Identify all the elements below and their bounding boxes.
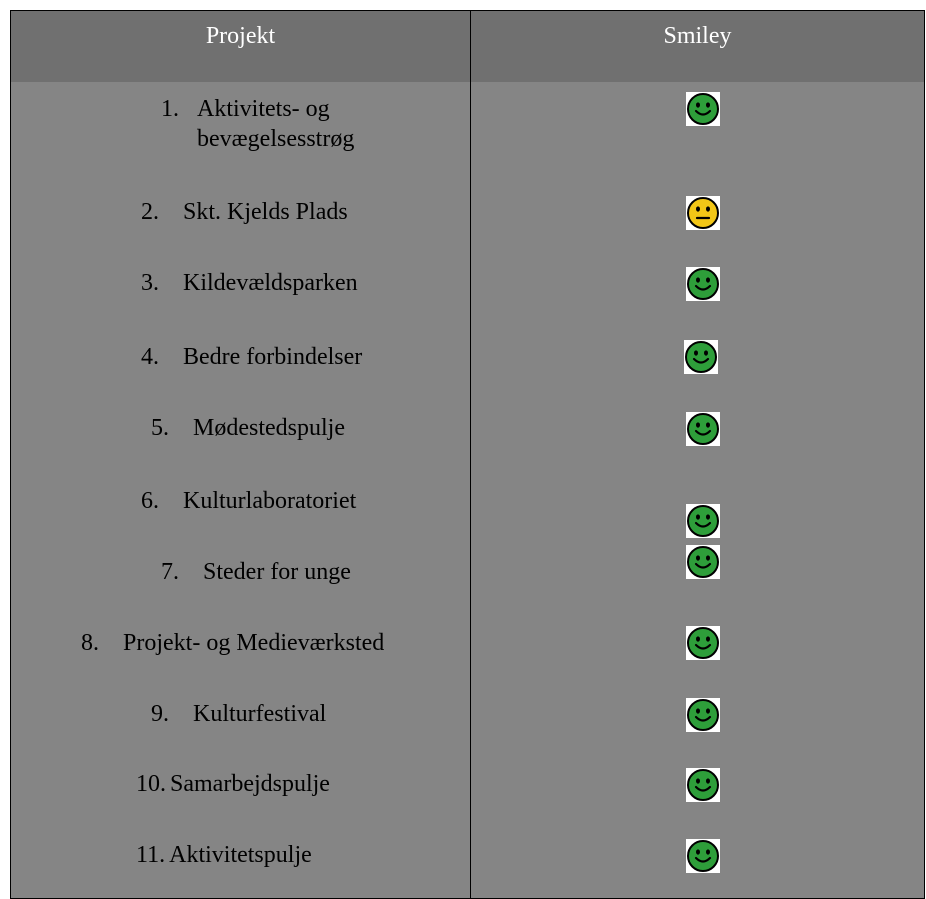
project-cell <box>10 757 471 828</box>
table-row <box>10 616 925 688</box>
smiley-cell <box>471 185 925 256</box>
table-row <box>10 401 925 475</box>
project-label <box>141 197 348 227</box>
project-cell <box>10 185 471 256</box>
header-cell-projekt <box>10 11 471 83</box>
project-label <box>151 699 326 729</box>
smiley-cell <box>471 401 925 474</box>
project-cell <box>10 474 471 545</box>
smiley-cell <box>471 545 925 616</box>
project-number: 9. <box>151 701 169 727</box>
green-happy-smiley-icon <box>684 340 718 374</box>
project-name: Bedre forbindelser <box>183 344 363 370</box>
header-projekt: Projekt <box>205 23 276 49</box>
project-name: Aktivitetspulje <box>169 842 312 868</box>
project-number: 5. <box>151 415 169 441</box>
project-name: Kulturlaboratoriet <box>183 488 357 514</box>
project-cell <box>10 82 471 185</box>
project-name: Mødestedspulje <box>193 415 345 441</box>
project-name: Skt. Kjelds Plads <box>183 199 348 225</box>
green-happy-smiley-icon <box>686 412 720 446</box>
green-happy-smiley-icon <box>686 626 720 660</box>
smiley-cell <box>471 82 925 185</box>
table-row <box>10 185 925 257</box>
project-name: Aktivitets- og <box>197 96 330 122</box>
project-label <box>151 413 345 443</box>
table-row <box>10 687 925 758</box>
project-number: 1. <box>161 96 179 122</box>
project-number: 4. <box>141 344 159 370</box>
project-label <box>141 486 356 516</box>
project-cell <box>10 330 471 401</box>
green-happy-smiley-icon <box>686 267 720 301</box>
table-header-row <box>10 10 925 84</box>
table-row <box>10 256 925 331</box>
project-cell <box>10 616 471 687</box>
table-row <box>10 545 925 617</box>
project-number: 2. <box>141 199 159 225</box>
table-row <box>10 828 925 899</box>
project-number: 10. <box>136 771 166 797</box>
project-name: Kulturfestival <box>193 701 327 727</box>
project-number: 8. <box>81 630 99 656</box>
project-label <box>141 342 362 372</box>
project-cell <box>10 401 471 474</box>
green-happy-smiley-icon <box>686 545 720 579</box>
project-name-line2: bevægelsesstrøg <box>197 126 355 152</box>
green-happy-smiley-icon <box>686 698 720 732</box>
project-number: 6. <box>141 488 159 514</box>
project-label <box>136 840 312 870</box>
project-name: Projekt- og Medieværksted <box>123 630 385 656</box>
green-happy-smiley-icon <box>686 504 720 538</box>
project-number: 3. <box>141 270 159 296</box>
project-name: Kildevældsparken <box>183 270 358 296</box>
project-label <box>141 268 358 298</box>
project-cell <box>10 256 471 330</box>
smiley-cell <box>471 757 925 828</box>
table-row <box>10 757 925 829</box>
yellow-neutral-smiley-icon <box>686 196 720 230</box>
header-cell-smiley <box>471 11 925 83</box>
green-happy-smiley-icon <box>686 839 720 873</box>
project-name: Samarbejdspulje <box>170 771 330 797</box>
green-happy-smiley-icon <box>686 92 720 126</box>
smiley-cell <box>471 616 925 687</box>
table-row <box>10 330 925 402</box>
header-smiley: Smiley <box>663 23 732 49</box>
smiley-cell <box>471 687 925 757</box>
project-cell <box>10 828 471 898</box>
smiley-cell <box>471 828 925 898</box>
table-row <box>10 82 925 186</box>
project-label <box>81 628 384 658</box>
project-label <box>136 769 330 799</box>
project-name: Steder for unge <box>203 559 351 585</box>
table-row <box>10 474 925 546</box>
smiley-cell <box>471 330 925 401</box>
project-label <box>161 557 351 587</box>
project-cell <box>10 687 471 757</box>
project-number: 11. <box>136 842 166 868</box>
project-number: 7. <box>161 559 179 585</box>
project-label <box>161 94 354 154</box>
smiley-cell <box>471 256 925 330</box>
project-cell <box>10 545 471 616</box>
smiley-cell <box>471 474 925 545</box>
green-happy-smiley-icon <box>686 768 720 802</box>
